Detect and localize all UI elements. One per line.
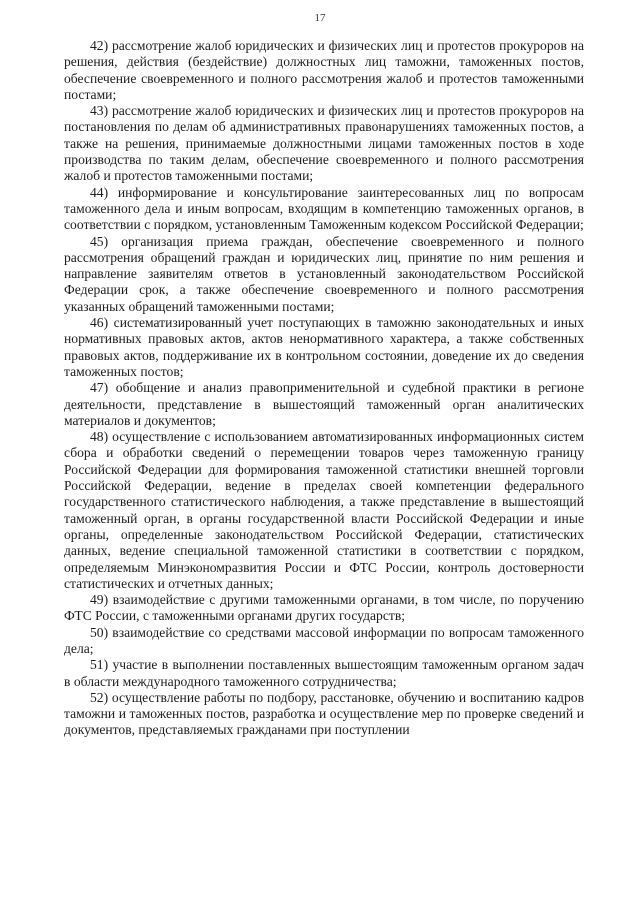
paragraph-44: 44) информирование и консультирование заинтересованных лиц по вопросам таможенного дела и иным вопросам, входящим в компетенцию таможенных органов, в соответствии с порядком, установленным Таможенным кодексом Российской Федерации; (64, 184, 584, 233)
paragraph-43: 43) рассмотрение жалоб юридических и физических лиц и протестов прокуроров на постановления по делам об административных правонарушениях таможенных постов, а также на решения, принимаемые должностными лицами таможенных постов в ходе производства по таким делам, обеспечение своевременного и полного рассмотрения жалоб и протестов таможенными постами; (64, 103, 584, 184)
paragraph-50: 50) взаимодействие со средствами массовой информации по вопросам таможенного дела; (64, 624, 584, 656)
document-body (64, 38, 584, 739)
paragraph-51: 51) участие в выполнении поставленных вышестоящим таможенным органом задач в области международного таможенного сотрудничества; (64, 657, 584, 689)
paragraph-49: 49) взаимодействие с другими таможенными органами, в том числе, по поручению ФТС России, с таможенными органами других государств; (64, 592, 584, 624)
page-number: 17 (314, 12, 326, 24)
paragraph-52: 52) осуществление работы по подбору, расстановке, обучению и воспитанию кадров таможни и таможенных постов, разработка и осуществление мер по проверке сведений и документов, представляемых гражданами при поступлении (64, 689, 584, 738)
paragraph-46: 46) систематизированный учет поступающих в таможню законодательных и иных нормативных правовых актов, актов ненормативного характера, а также собственных правовых актов, поддерживание их в контрольном состоянии, доведение их до сведения таможенных постов; (64, 315, 584, 379)
paragraph-47: 47) обобщение и анализ правоприменительной и судебной практики в регионе деятельности, представление в вышестоящий таможенный орган аналитических материалов и документов; (64, 380, 584, 428)
paragraph-45: 45) организация приема граждан, обеспечение своевременного и полного рассмотрения обращений граждан и юридических лиц, принятие по ним решения и направление заявителям ответов в установленный законодательством Российской Федерации срок, а также обеспечение своевременного и полного рассмотрения указанных обращений таможенными постами; (64, 233, 584, 314)
paragraph-42: 42) рассмотрение жалоб юридических и физических лиц и протестов прокуроров на решения, действия (бездействие) должностных лиц таможни, таможенных постов, обеспечение своевременного и полного рассмотрения жалоб и протестов таможенными постами; (64, 38, 584, 102)
paragraph-48: 48) осуществление с использованием автоматизированных информационных систем сбора и обработки сведений о перемещении товаров через таможенную границу Российской Федерации для формирования таможенной статистики внешней торговли Российской Федерации, ведение в пределах своей компетенции федерального государственного статистического наблюдения, а также представление в вышестоящий таможенный орган, в органы государственной власти Российской Федерации и иные органы, определенные законодательством Российской Федерации, статистических данных, ведение специальной таможенной статистики в соответствии с порядком, определяемым Минэкономразвития России и ФТС России, контроль достоверности статистических и отчетных данных; (64, 429, 584, 591)
